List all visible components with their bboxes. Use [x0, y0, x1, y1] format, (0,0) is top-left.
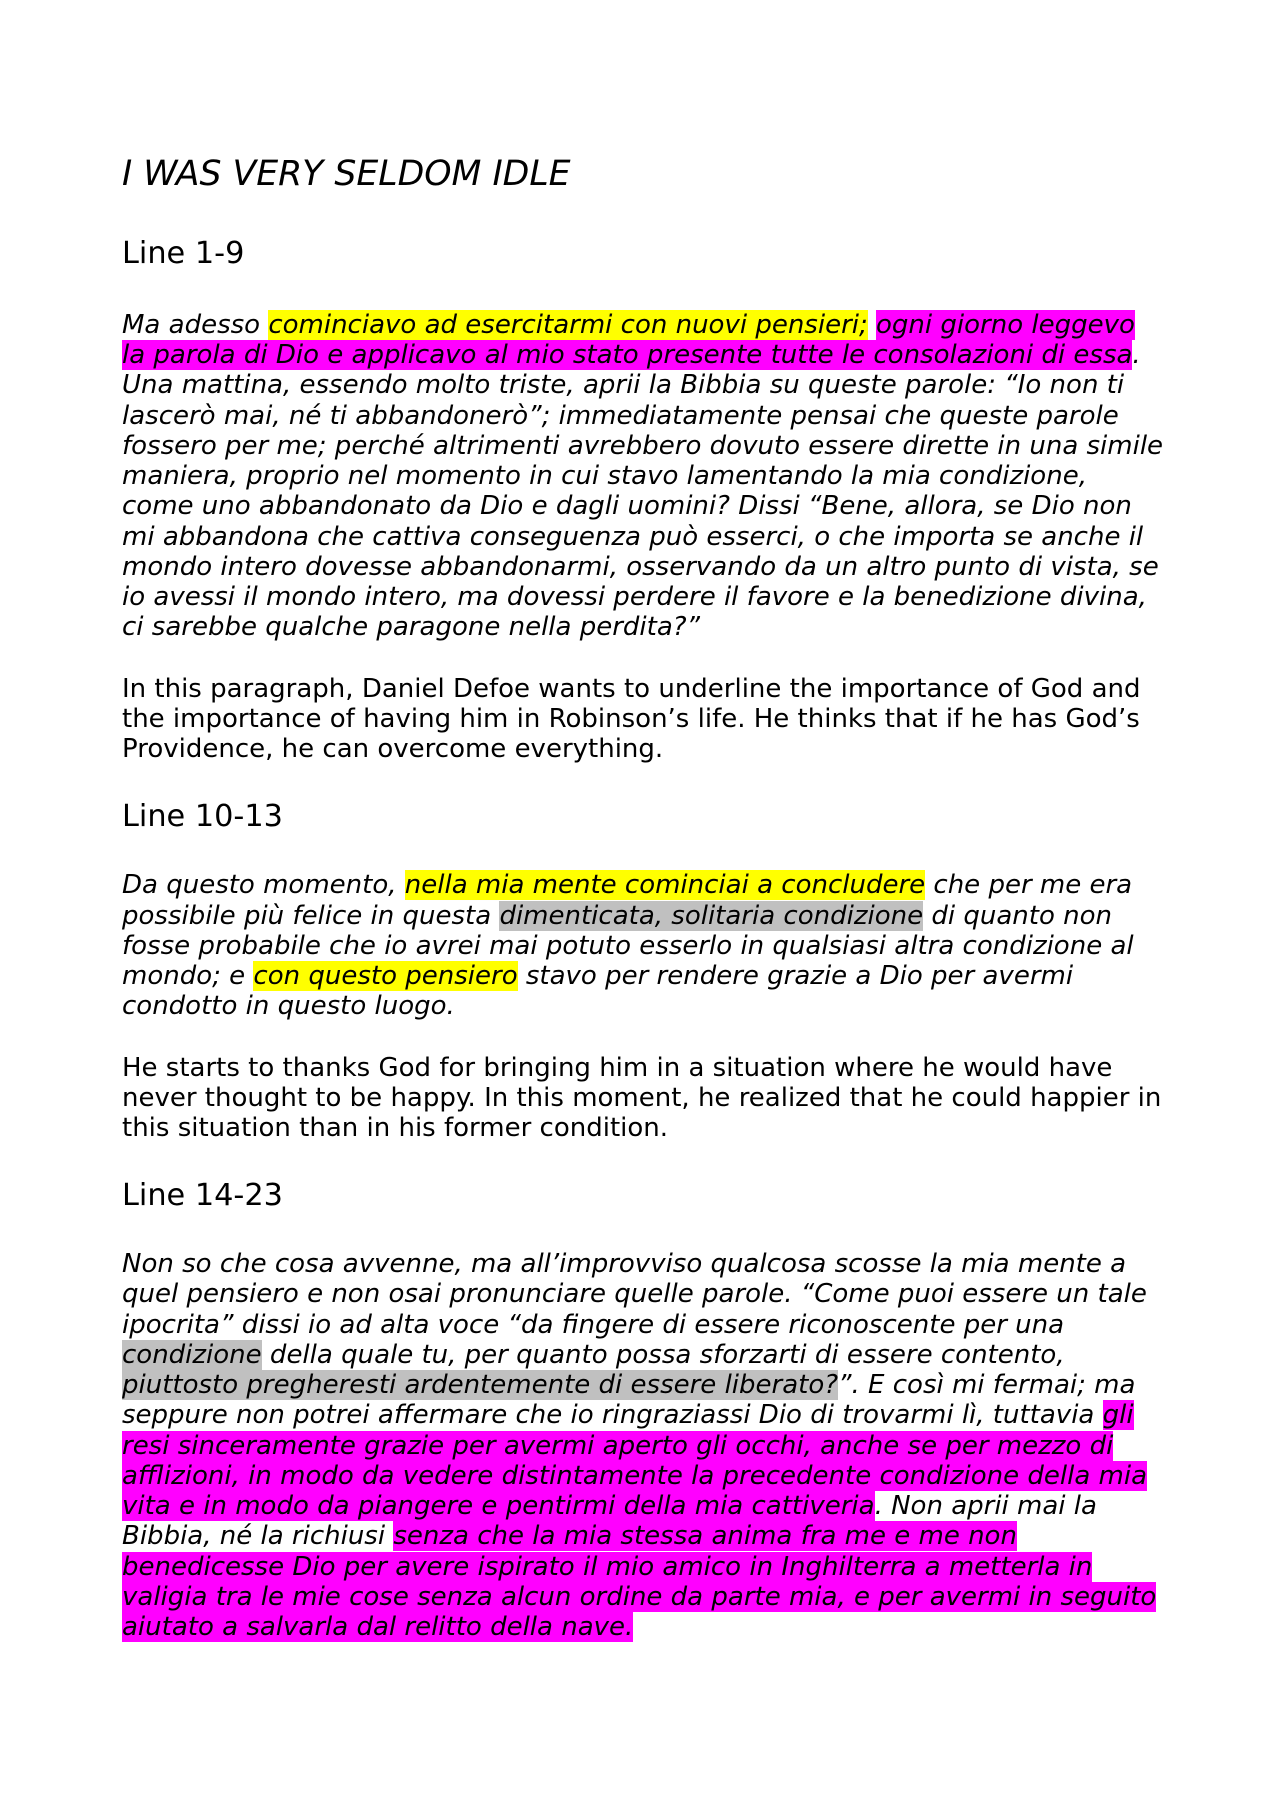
- highlighted-text-grey: dimenticata, solitaria condizione: [499, 900, 924, 931]
- quote-text: seppure non potrei affermare che io ringraziassi Dio di trovarmi lì, tuttavia: [122, 1400, 1103, 1431]
- quote-text: mondo; e: [122, 961, 254, 992]
- quote-text: .: [1132, 340, 1141, 371]
- quote-line: [122, 1370, 1158, 1400]
- quote-line: [122, 1310, 1158, 1340]
- english-commentary: [122, 674, 1158, 765]
- commentary-line: He starts to thanks God for bringing him in a situation where he would have: [122, 1052, 1113, 1083]
- quote-line: [122, 461, 1158, 491]
- quote-line: [122, 370, 1158, 400]
- quote-text: di quanto non: [923, 900, 1112, 931]
- quote-text: mi abbandona che cattiva conseguenza può esserci, o che importa se anche il: [122, 521, 1144, 552]
- quote-line: [122, 401, 1158, 431]
- quote-line: [122, 1521, 1158, 1551]
- highlighted-text-yellow: cominciavo ad esercitarmi con nuovi pensieri;: [268, 309, 868, 340]
- quote-line: [122, 522, 1158, 552]
- commentary-line: In this paragraph, Daniel Defoe wants to underline the importance of God and: [122, 673, 1141, 704]
- highlighted-text-magenta: vita e in modo da piangere e pentirmi della mia cattiveria: [122, 1491, 875, 1522]
- quote-line: [122, 1582, 1158, 1612]
- commentary-line: never thought to be happy. In this moment, he realized that he could happier in: [122, 1082, 1162, 1113]
- section-heading: Line 14-23: [122, 1177, 283, 1213]
- quote-line: [122, 310, 1158, 340]
- quote-text: stavo per rendere grazie a Dio per avermi: [517, 961, 1074, 992]
- quote-line: [122, 1461, 1158, 1491]
- quote-line: [122, 870, 1158, 900]
- quote-text: possibile più felice in questa: [122, 900, 500, 931]
- highlighted-text-magenta: la parola di Dio e applicavo al mio stato presente tutte le consolazioni di essa: [122, 340, 1133, 371]
- section-lines-10-13: [122, 798, 1162, 1144]
- italian-quote: [122, 309, 1164, 643]
- quote-text: ”. E così mi fermai; ma: [838, 1370, 1136, 1401]
- highlighted-text-magenta: gli: [1102, 1400, 1134, 1431]
- quote-line: [122, 340, 1158, 370]
- quote-text: Ma adesso: [122, 309, 269, 340]
- highlighted-text-magenta: resi sinceramente grazie per avermi aperto gli occhi, anche se per mezzo di: [122, 1430, 1114, 1461]
- quote-text: [868, 310, 876, 340]
- highlighted-text-magenta: ogni giorno leggevo: [876, 309, 1135, 340]
- highlighted-text-magenta: afflizioni, in modo da vedere distintamente la precedente condizione della mia: [122, 1460, 1148, 1491]
- quote-line: [122, 991, 1158, 1021]
- highlighted-text-yellow: nella mia mente cominciai a concludere: [404, 870, 926, 901]
- highlighted-text-grey: piuttosto pregheresti ardentemente di essere liberato?: [122, 1370, 839, 1401]
- italian-quote: [122, 870, 1158, 1021]
- quote-text: Bibbia, né la richiusi: [122, 1521, 394, 1552]
- quote-text: mondo intero dovesse abbandonarmi, osservando da un altro punto di vista, se: [122, 551, 1159, 582]
- quote-text: . Non aprii mai la: [874, 1491, 1097, 1522]
- quote-text: condotto in questo luogo.: [122, 991, 455, 1022]
- quote-text: lascerò mai, né ti abbandonerò”; immediatamente pensai che queste parole: [122, 400, 1119, 431]
- quote-text: ci sarebbe qualche paragone nella perdita?”: [122, 612, 701, 643]
- commentary-line: Providence, he can overcome everything.: [122, 734, 664, 765]
- quote-line: [122, 430, 1164, 461]
- italian-quote: [122, 1249, 1158, 1642]
- quote-text: maniera, proprio nel momento in cui stavo lamentando la mia condizione,: [122, 461, 1087, 492]
- english-commentary: [122, 1052, 1162, 1144]
- quote-line: [122, 1491, 1158, 1521]
- quote-line: [122, 1249, 1158, 1279]
- quote-line: [122, 491, 1158, 521]
- quote-line: [122, 1279, 1158, 1309]
- quote-text: Da questo momento,: [122, 870, 405, 901]
- highlighted-text-grey: condizione: [122, 1339, 262, 1370]
- commentary-line: the importance of having him in Robinson’s life. He thinks that if he has God’s: [122, 703, 1140, 734]
- highlighted-text-magenta: aiutato a salvarla dal relitto della nave.: [122, 1612, 634, 1643]
- document-title: I WAS VERY SELDOM IDLE: [122, 154, 571, 194]
- quote-line: [122, 961, 1158, 991]
- quote-text: io avessi il mondo intero, ma dovessi perdere il favore e la benedizione divina,: [122, 582, 1147, 613]
- section-heading: Line 1-9: [122, 235, 245, 271]
- quote-text: fosse probabile che io avrei mai potuto esserlo in qualsiasi altra condizione al: [122, 930, 1134, 961]
- highlighted-text-magenta: valigia tra le mie cose senza alcun ordine da parte mia, e per avermi in seguito: [122, 1581, 1157, 1612]
- quote-text: come uno abbandonato da Dio e dagli uomini? Dissi “Bene, allora, se Dio non: [122, 491, 1132, 522]
- quote-text: ipocrita” dissi io ad alta voce “da fingere di essere riconoscente per una: [122, 1309, 1065, 1340]
- quote-text: fossero per me; perché altrimenti avrebbero dovuto essere dirette in una simile: [122, 430, 1164, 461]
- quote-line: [122, 931, 1158, 961]
- quote-line: [122, 552, 1158, 582]
- section-lines-1-9: [122, 235, 1164, 765]
- quote-line: [122, 1340, 1158, 1370]
- quote-text: che per me era: [925, 870, 1133, 901]
- highlighted-text-magenta: senza che la mia stessa anima fra me e me non: [393, 1521, 1017, 1552]
- quote-line: [122, 1552, 1158, 1582]
- commentary-line: this situation than in his former condition.: [122, 1113, 669, 1144]
- quote-text: quel pensiero e non osai pronunciare quelle parole. “Come puoi essere un tale: [122, 1279, 1147, 1310]
- quote-text: Non so che cosa avvenne, ma all’improvviso qualcosa scosse la mia mente a: [122, 1249, 1127, 1280]
- quote-line: [122, 1612, 1158, 1642]
- quote-line: [122, 582, 1158, 612]
- quote-line: [122, 1431, 1158, 1461]
- quote-line: [122, 1400, 1158, 1430]
- quote-text: Una mattina, essendo molto triste, aprii la Bibbia su queste parole: “Io non ti: [122, 370, 1125, 401]
- section-heading: Line 10-13: [122, 798, 283, 834]
- highlighted-text-yellow: con questo pensiero: [253, 961, 518, 992]
- highlighted-text-magenta: benedicesse Dio per avere ispirato il mio amico in Inghilterra a metterla in: [122, 1551, 1093, 1582]
- section-lines-14-23: [122, 1178, 1158, 1643]
- quote-line: [122, 612, 1158, 642]
- quote-text: della quale tu, per quanto possa sforzarti di essere contento,: [261, 1339, 1065, 1370]
- quote-line: [122, 901, 1158, 931]
